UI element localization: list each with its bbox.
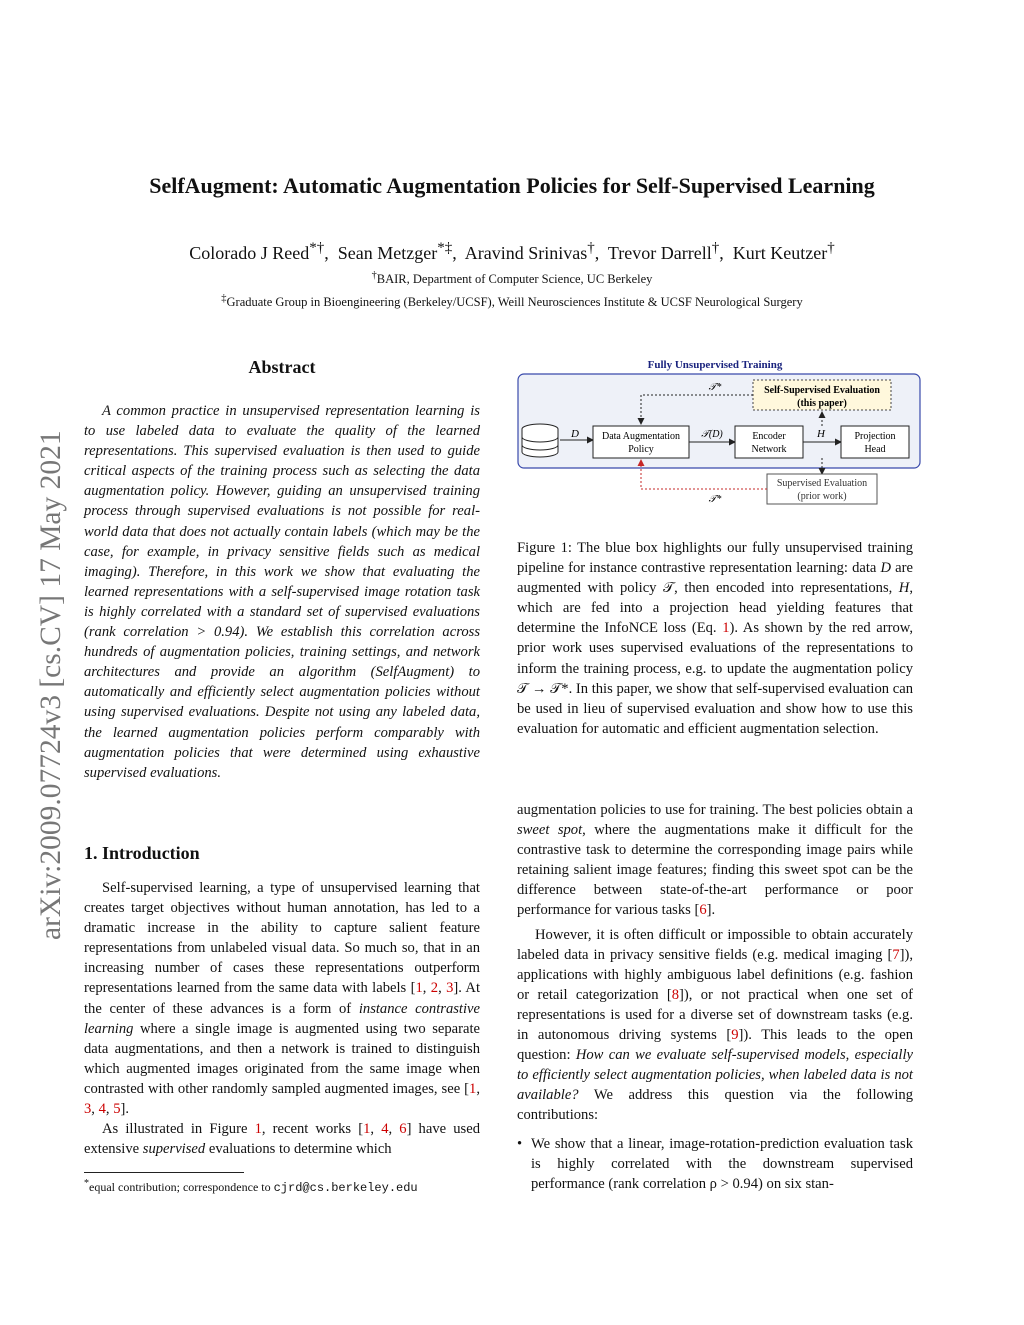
email-link[interactable]: cjrd@cs.berkeley.edu <box>273 1181 418 1195</box>
label-tstar-bottom: 𝒯* <box>708 494 722 505</box>
citation-link[interactable]: 2 <box>430 980 439 997</box>
paper-title: SelfAugment: Automatic Augmentation Policies for Self-Supervised Learning <box>149 173 875 198</box>
author: Sean Metzger*‡ <box>337 240 453 263</box>
citation-link[interactable]: 3 <box>84 1101 92 1118</box>
figure-1-diagram <box>515 356 924 516</box>
paragraph: augmentation policies to use for training. The best policies obtain a sweet spot, where the augmentations make it difficult for the contrastive task to determine the corresponding image pairs while retaining salient image features; finding this sweet spot can be the difference between state-of-the-art performance or poor performance for various tasks [6]. <box>517 802 913 919</box>
paragraph: However, it is often difficult or impossible to obtain accurately labeled data in privacy sensitive fields (e.g. medical imaging [7]), applications with highly ambiguous label definitions (e.g. fashion or retail categorization [8]), or not practical when one set of representations is used for a diverse set of downstream tasks (e.g. in autonomous driving systems [9]). This leads to the open question: How can we evaluate self-supervised models, especially to efficiently select augmentation policies, when labeled data is not available? We address this question via the following contributions: <box>517 926 913 1124</box>
sup-eval-label: Supervised Evaluation <box>776 478 868 489</box>
label-td: 𝒯(D) <box>701 429 723 440</box>
figure-link[interactable]: 1 <box>254 1121 262 1138</box>
projection-sublabel: Head <box>864 444 886 455</box>
affiliation: †BAIR, Department of Computer Science, UC Berkeley <box>371 270 653 287</box>
paragraph: Self-supervised learning, a type of unsupervised learning that creates target objectives without human annotation, has led to a dramatic increase in the ability to capture salient feature representations from unlabeled visual data. So much so, that in an increasing number of cases these representations outperform representations learned from the same data with labels [1, 2, 3]. At the center of these advances is a form of instance contrastive learning where a single image is augmented using two separate data augmentations, and then a network is trained to distinguish which augmented images originated from the same image when contrasted with other randomly sampled augmented images, see [1, 3, 4, 5]. <box>84 880 481 1118</box>
projection-label: Projection <box>854 431 896 442</box>
author: Trevor Darrell† <box>607 240 720 263</box>
author: Kurt Keutzer† <box>732 240 835 263</box>
figure-caption: Figure 1: The blue box highlights our fully unsupervised training pipeline for instance contrastive representation learning: data D are augmented with policy 𝒯, then encoded into representations, H, which are fed into a projection head yielding features that determine the InfoNCE loss (Eq. 1). As shown by the red arrow, prior work uses supervised evaluations of the representations to inform the training process, e.g. to update the augmentation policy 𝒯 → 𝒯*. In this paper, we show that self-supervised evaluation can be used in lieu of supervised evaluation and show how to use this evaluation for automatic and efficient augmentation selection. <box>517 540 913 737</box>
contribution-bullet <box>517 1134 913 1194</box>
citation-link[interactable]: 9 <box>731 1027 739 1044</box>
arxiv-stamp <box>30 340 70 940</box>
encoder-sublabel: Network <box>751 444 787 455</box>
arxiv-id: arXiv:2009.07724v3 [cs.CV] 17 May 2021 <box>35 430 67 940</box>
label-h: H <box>817 428 825 440</box>
self-eval-label: Self-Supervised Evaluation <box>764 385 880 396</box>
paragraph: As illustrated in Figure 1, recent works [1, 4, 6] have used extensive supervised evaluations to determine which <box>84 1121 480 1158</box>
abstract-heading: Abstract <box>248 357 316 377</box>
citation-link[interactable]: 8 <box>671 986 680 1003</box>
figure-title: Fully Unsupervised Training <box>647 359 783 371</box>
author: Aravind Srinivas† <box>464 240 595 263</box>
citation-link[interactable]: 6 <box>699 902 707 919</box>
database-icon <box>522 424 558 457</box>
citation-link[interactable]: 1 <box>415 980 423 997</box>
abstract-text: A common practice in unsupervised representation learning is to use labeled data to evaluate the quality of the learned representations. This supervised evaluation is then used to guide critical aspects of the training process such as selecting the data augmentation policy. However, guiding an unsupervised training process through supervised evaluations is not possible for real-world data that does not actually contain labels (which may be the case, for example, in privacy sensitive fields such as medical imaging). Therefore, in this work we show that evaluating the learned representations with a self-supervised image rotation task is highly correlated with a standard set of supervised evaluations (rank correlation > 0.94). We establish this correlation across hundreds of augmentation policies, training settings, and network architectures and provide an algorithm (SelfAugment) to automatically and efficiently select augmentation policies without using supervised evaluations. Despite not using any labeled data, the learned augmentation policies perform comparably with augmentation policies that were determined using exhaustive supervised evaluations. <box>84 403 480 781</box>
affiliation: ‡Graduate Group in Bioengineering (Berkeley/UCSF), Weill Neurosciences Institute & UCSF Neurological Surgery <box>221 293 803 310</box>
encoder-label: Encoder <box>752 431 786 442</box>
citation-link[interactable]: 6 <box>399 1121 407 1138</box>
author-list: Colorado J Reed*†, Sean Metzger*‡, Aravind Srinivas†, Trevor Darrell†, Kurt Keutzer† <box>189 240 835 263</box>
citation-link[interactable]: 5 <box>113 1101 121 1118</box>
augmentation-label: Data Augmentation <box>601 431 681 442</box>
footnote: *equal contribution; correspondence to cjrd@cs.berkeley.edu <box>84 1178 418 1195</box>
footnote-rule <box>84 1172 244 1173</box>
label-d: D <box>571 428 579 440</box>
augmentation-sublabel: Policy <box>628 444 654 455</box>
right-column-text <box>517 800 913 1126</box>
intro-text <box>84 878 480 1159</box>
equation-link[interactable]: 1 <box>722 620 730 637</box>
citation-link[interactable]: 4 <box>381 1121 389 1138</box>
bullet-icon: • <box>517 1136 523 1152</box>
sup-eval-sublabel: (prior work) <box>797 491 847 502</box>
section-heading: 1. Introduction <box>84 843 200 863</box>
citation-link[interactable]: 4 <box>98 1101 106 1118</box>
citation-link[interactable]: 1 <box>363 1121 371 1138</box>
citation-link[interactable]: 1 <box>469 1080 477 1097</box>
self-eval-sublabel: (this paper) <box>797 398 847 409</box>
label-tstar-top: 𝒯* <box>708 382 722 393</box>
citation-link[interactable]: 7 <box>892 946 900 963</box>
citation-link[interactable]: 3 <box>446 980 454 997</box>
author: Colorado J Reed*† <box>189 240 325 263</box>
bullet-text: We show that a linear, image-rotation-prediction evaluation task is highly correlated with the downstream supervised performance (rank correlation ρ > 0.94) on six stan- <box>531 1136 913 1193</box>
